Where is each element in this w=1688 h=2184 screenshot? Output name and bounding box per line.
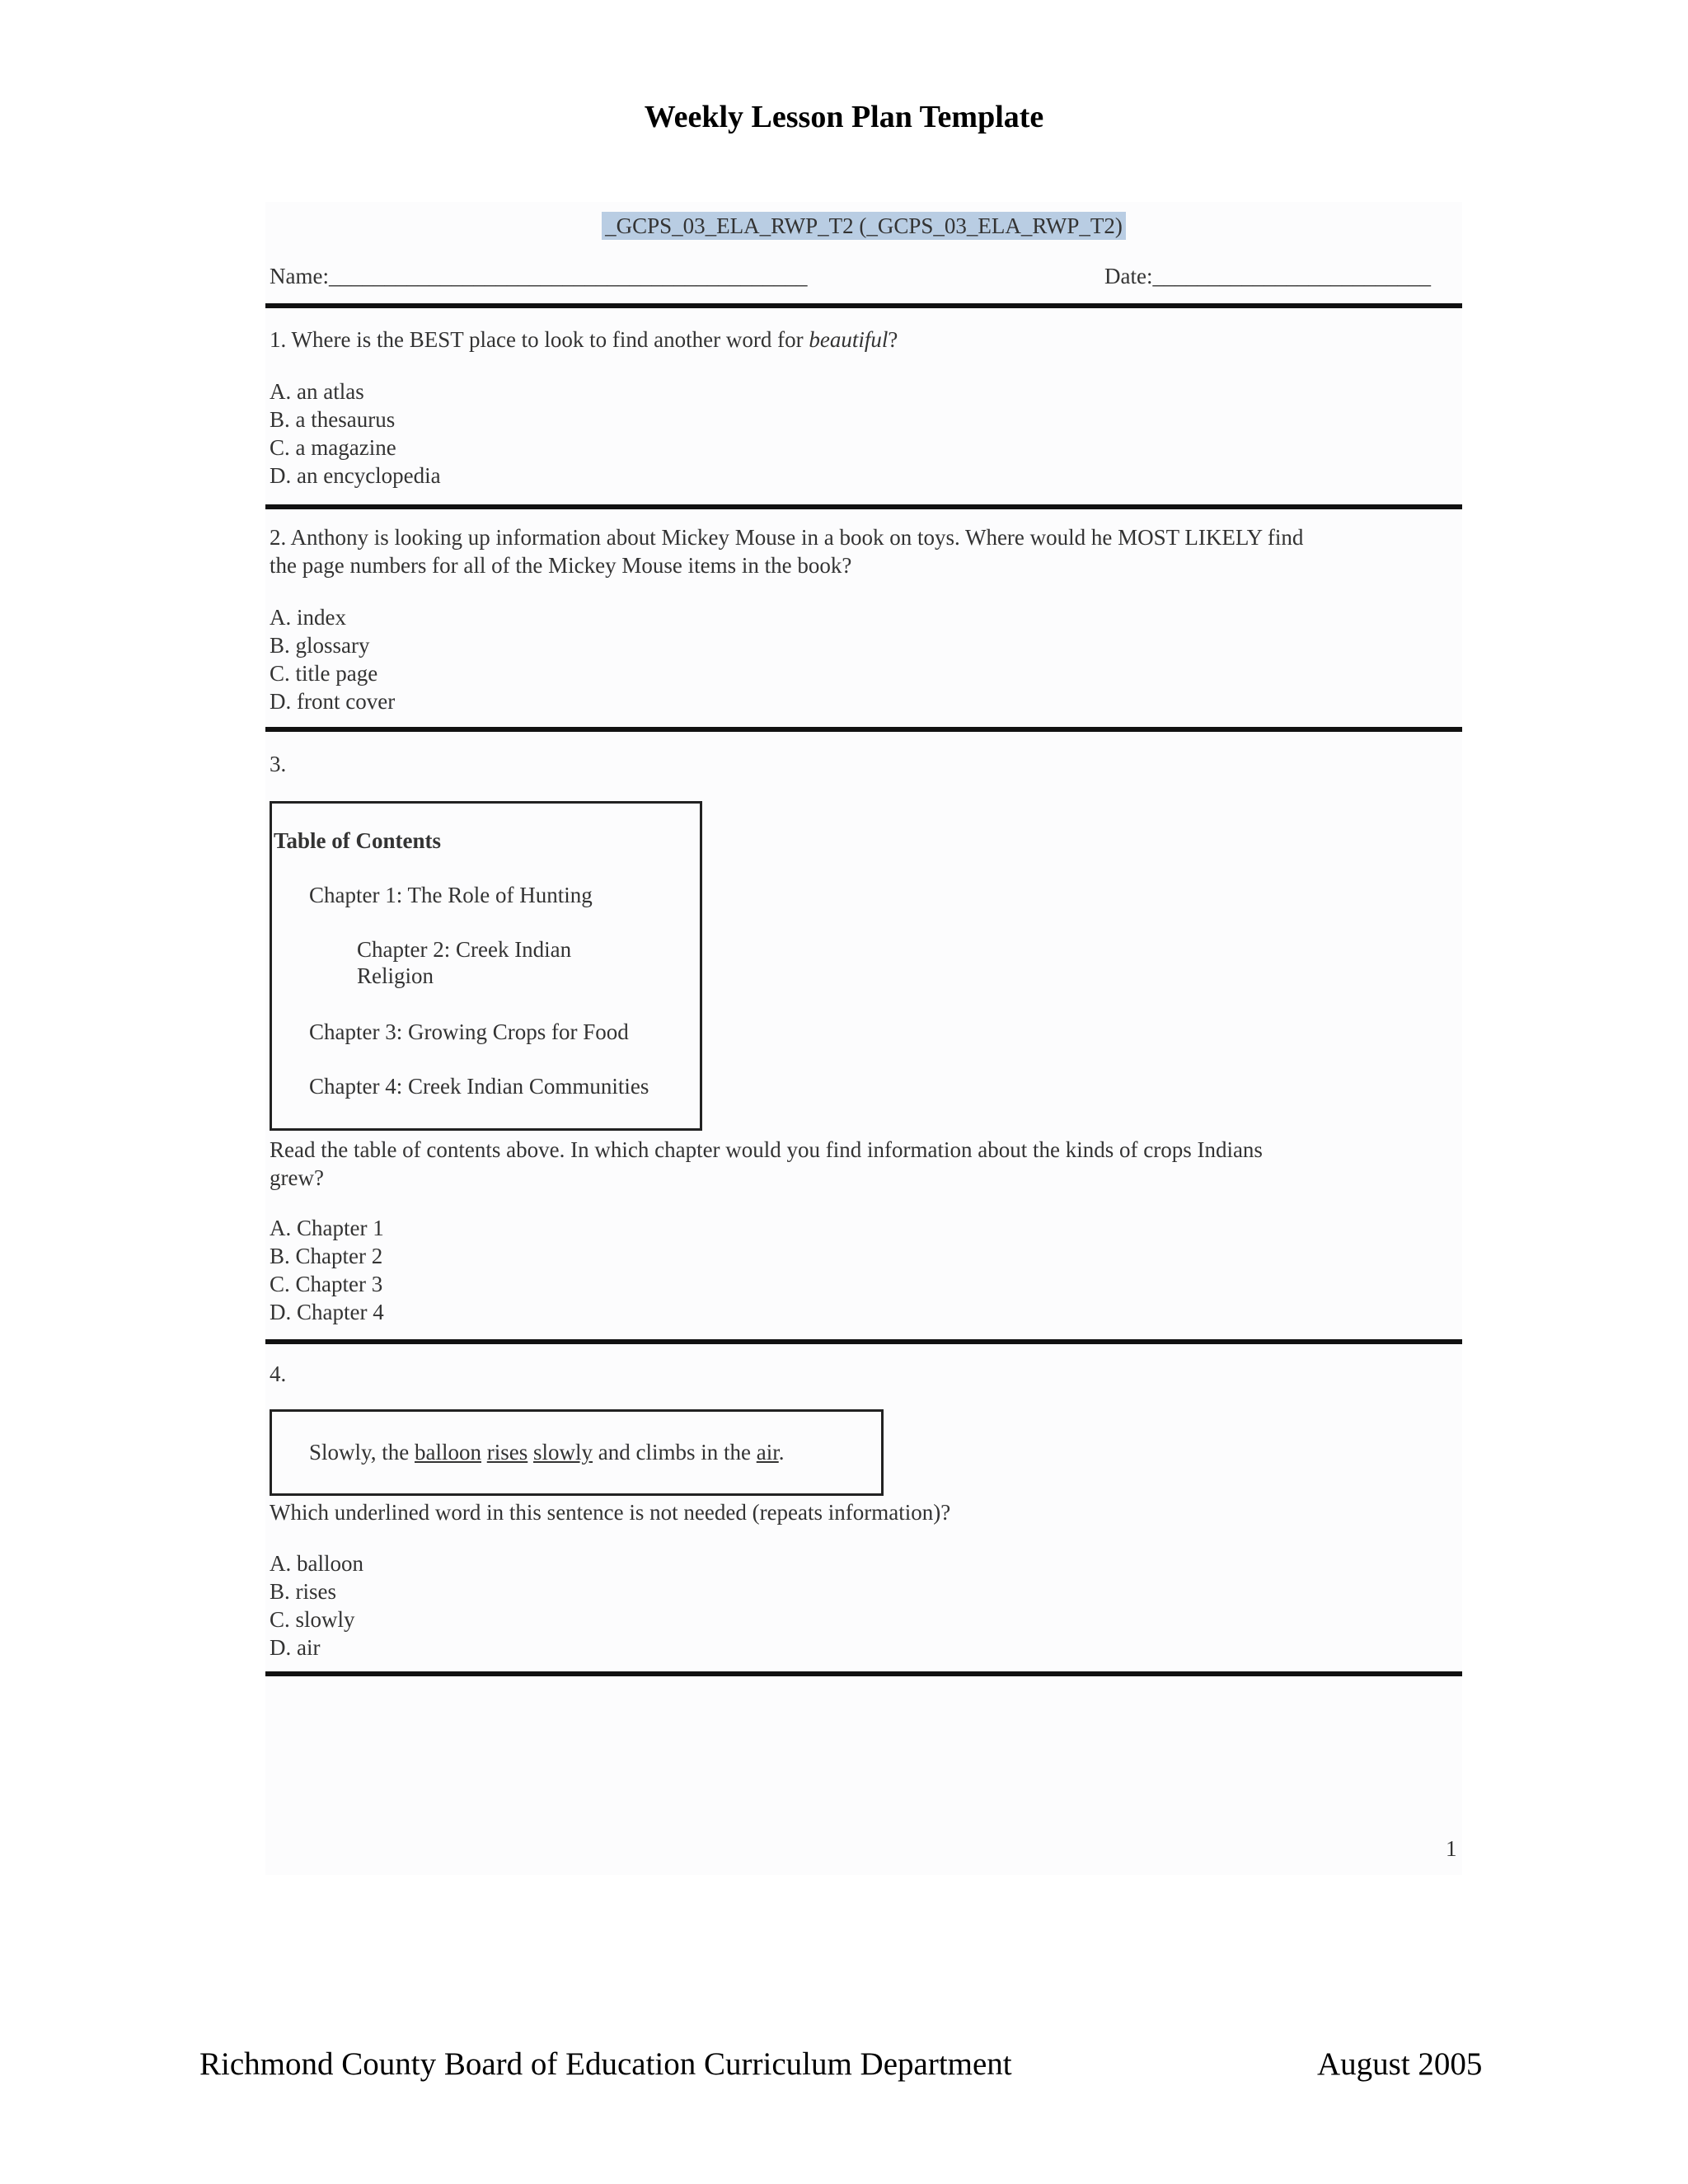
question-2: 2. Anthony is looking up information about Mickey Mouse in a book on toys. Where would he MOST LIKELY find the page numbers for all of the Mickey Mouse items in the book? — [270, 525, 1304, 578]
option: B. glossary — [270, 633, 370, 658]
option: A. Chapter 1 — [270, 1216, 384, 1240]
question-4: Which underlined word in this sentence is not needed (repeats information)? — [270, 1500, 951, 1525]
option: C. slowly — [270, 1607, 355, 1632]
question-1: 1. Where is the BEST place to look to find another word for beautiful? — [270, 327, 898, 352]
question-1-options — [270, 377, 441, 490]
date-field-label: Date:_________________________ — [1104, 264, 1431, 288]
question-3-options — [270, 1214, 384, 1326]
footer-date: August 2005 — [1317, 2046, 1483, 2082]
option: D. front cover — [270, 689, 396, 714]
option: D. an encyclopedia — [270, 463, 441, 488]
divider — [265, 1339, 1462, 1344]
option: B. a thesaurus — [270, 407, 396, 432]
option: A. index — [270, 605, 346, 630]
name-field-label: Name:___________________________________________ — [270, 264, 808, 288]
divider — [265, 303, 1462, 308]
worksheet-image — [265, 202, 1462, 1875]
divider — [265, 504, 1462, 509]
worksheet-code: _GCPS_03_ELA_RWP_T2 (_GCPS_03_ELA_RWP_T2) — [265, 213, 1462, 239]
toc-item: Religion — [357, 963, 434, 988]
option: B. Chapter 2 — [270, 1244, 383, 1268]
option: C. Chapter 3 — [270, 1272, 383, 1296]
option: B. rises — [270, 1579, 336, 1604]
option: D. air — [270, 1635, 321, 1660]
option: A. an atlas — [270, 379, 364, 404]
toc-item: Chapter 2: Creek Indian — [357, 937, 572, 962]
table-of-contents-box — [270, 801, 702, 1131]
toc-title: Table of Contents — [274, 828, 442, 853]
question-3-number: 3. — [270, 752, 287, 776]
divider — [265, 1671, 1462, 1676]
page-title: Weekly Lesson Plan Template — [644, 100, 1044, 134]
name-date-row — [270, 264, 1456, 297]
toc-item: Chapter 3: Growing Crops for Food — [309, 1019, 629, 1044]
question-3: Read the table of contents above. In which chapter would you find information about the kinds of crops Indians grew? — [270, 1137, 1263, 1190]
footer-organization: Richmond County Board of Education Curriculum Department — [199, 2046, 1012, 2082]
option: D. Chapter 4 — [270, 1300, 384, 1324]
example-sentence: Slowly, the balloon rises slowly and climbs in the air. — [309, 1440, 785, 1465]
divider — [265, 727, 1462, 732]
page-number: 1 — [1446, 1836, 1457, 1861]
option: C. a magazine — [270, 435, 396, 460]
option: C. title page — [270, 661, 378, 686]
toc-item: Chapter 4: Creek Indian Communities — [309, 1074, 649, 1099]
question-4-number: 4. — [270, 1361, 287, 1386]
sentence-box — [270, 1409, 884, 1496]
toc-item: Chapter 1: The Role of Hunting — [309, 883, 593, 907]
question-4-options — [270, 1549, 363, 1661]
option: A. balloon — [270, 1551, 363, 1576]
question-2-options — [270, 603, 395, 715]
